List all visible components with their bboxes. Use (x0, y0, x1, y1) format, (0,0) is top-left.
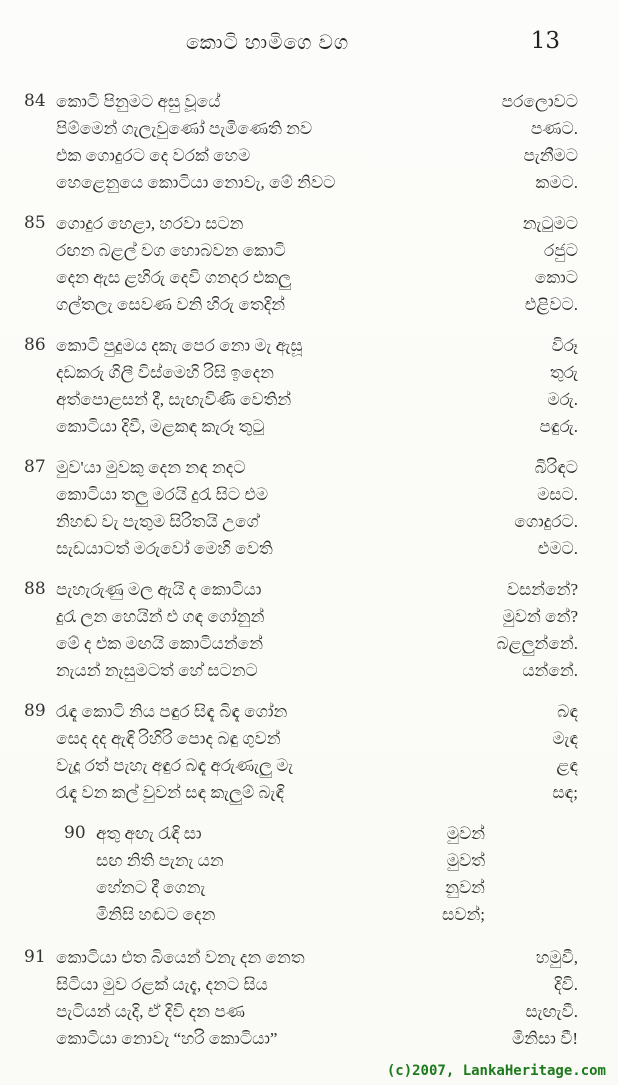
verse-line (56, 971, 578, 998)
stanza-number: 89 (24, 701, 46, 721)
verse-text: සැඩයාටත් මරුවෝ මෙහි වෙති (56, 539, 273, 558)
verse-line (56, 264, 578, 291)
verse-rhyme-word: එළිවට. (524, 295, 578, 314)
verse-line (56, 88, 578, 115)
verse-rhyme-word: නැටුමට (522, 214, 578, 233)
stanza-number: 90 (64, 823, 86, 843)
verse-rhyme-word: පරලොවට (501, 92, 578, 111)
verse-rhyme-word: මුවන් නේ? (502, 607, 578, 626)
verse-line (56, 779, 578, 806)
page-number: 13 (530, 28, 560, 54)
verse-text: සඟ නිති පැනැ යන (96, 851, 224, 870)
verse-line (56, 998, 578, 1025)
verse-line (56, 142, 578, 169)
stanza-body (56, 332, 578, 440)
stanza-number: 91 (24, 947, 46, 967)
stanza-number: 84 (24, 91, 46, 111)
verse-rhyme-word: හමුවී, (535, 948, 578, 967)
verse-text: රැඳැ කොටි නිය පඳුර සිඳැ බිඳැ ගෝන (56, 702, 288, 721)
verse-line (56, 630, 578, 657)
stanza-86 (0, 332, 618, 440)
verse-rhyme-word: ළඳ (556, 756, 578, 775)
verse-text: අතු අඟැ රැඳි සා (96, 824, 202, 843)
stanza-body (56, 88, 578, 196)
verse-line (56, 944, 578, 971)
verse-text: ගොදුර හෙළා, හරවා සටන (56, 214, 244, 233)
stanza-number: 87 (24, 457, 46, 477)
stanza-number: 85 (24, 213, 46, 233)
verse-text: කොටියා එත බියෙන් වනැ දන නෙත (56, 948, 305, 967)
verse-text: මුව'යා මුවකු දෙන නඳ නදට (56, 458, 246, 477)
stanza-85 (0, 210, 618, 318)
verse-rhyme-word: මරු. (547, 390, 578, 409)
page-header (0, 0, 618, 88)
verse-line (56, 413, 578, 440)
verse-line (56, 481, 578, 508)
verse-text: දෙන ඇස ළහිරු දෙවි ගනදර එකලු (56, 268, 292, 287)
stanza-body (56, 944, 578, 1052)
stanza-body (56, 210, 578, 318)
verse-line (56, 210, 578, 237)
verse-rhyme-word: බඳ (557, 702, 578, 721)
verse-line (56, 332, 578, 359)
stanza-body (56, 454, 578, 562)
verse-text: කොටි පිනුමට අසු වූයේ (56, 92, 221, 111)
verse-line (56, 657, 578, 684)
stanza-body (56, 576, 578, 684)
verse-text: නිහඬ වැ පැතුම සිරිතයි උගේ (56, 512, 259, 531)
verse-rhyme-word: පඳුරු. (539, 417, 578, 436)
copyright-watermark: (c)2007, LankaHeritage.com (386, 1063, 606, 1079)
verse-line (56, 752, 578, 779)
verse-text: නැයන් නැසුමටත් හේ සටනට (56, 661, 258, 680)
verse-line (56, 725, 578, 752)
verse-text: දඩකරු ගිලී විස්මෙහි රිසි ඉදෙන (56, 363, 274, 382)
verse-line (96, 847, 485, 874)
stanza-89 (0, 698, 618, 806)
verse-text: කොටි පුදුමය දකැ පෙර නො මැ ඇසූ (56, 336, 303, 355)
verse-text: එක ගොදුරට දෙ වරක් හෙම (56, 146, 251, 165)
verse-line (96, 874, 485, 901)
verse-rhyme-word: මුවන් (446, 824, 485, 843)
stanza-body (96, 820, 485, 928)
verse-text: කොටියා තලු මරයි දුරැ සිට එම (56, 485, 269, 504)
verse-text: දුරැ ලන හෙයින් එ ගඳ ගෝනුන් (56, 607, 265, 626)
verse-rhyme-word: රජුට (544, 241, 578, 260)
verse-rhyme-word: බිරිඳට (534, 458, 578, 477)
verse-line (56, 508, 578, 535)
verse-rhyme-word: යන්නේ. (522, 661, 578, 680)
verse-text: කොටියා දිවී, මළකඳ කැරූ තුටු (56, 417, 265, 436)
verse-rhyme-word: නුවන් (445, 878, 485, 897)
stanza-87 (0, 454, 618, 562)
verse-rhyme-word: මැඳ (552, 729, 578, 748)
verse-rhyme-word: බළලුන්නේ. (496, 634, 578, 653)
verse-rhyme-word: තුරු (549, 363, 578, 382)
verse-rhyme-word: පණට. (530, 119, 578, 138)
stanza-number: 86 (24, 335, 46, 355)
verse-line (56, 169, 578, 196)
verse-text: අත්පොළසන් දී, සැඟැවිණි වෙතින් (56, 390, 292, 409)
verse-text: රැඳැ වන කල් වුවන් සඳ කැලුම් බැඳි (56, 783, 285, 802)
stanza-84 (0, 88, 618, 196)
verse-rhyme-word: කොට (534, 268, 578, 287)
verse-line (56, 115, 578, 142)
verse-text: පැහැරුණු මල ඇයි ද කොටියා (56, 580, 262, 599)
verse-text: පැටියන් යැදි, ඒ දිවි දන පණ (56, 1002, 245, 1021)
verse-rhyme-word: එමට. (537, 539, 578, 558)
verse-line (56, 603, 578, 630)
verse-line (56, 698, 578, 725)
stanza-number: 88 (24, 579, 46, 599)
verse-rhyme-word: සැඟැවී. (525, 1002, 578, 1021)
verse-text: හේනට දී ගෙනැ (96, 878, 206, 897)
verse-rhyme-word: ගොදුරට. (514, 512, 578, 531)
verse-line (56, 1025, 578, 1052)
verse-text: හෙළෙනුයෙ කොටියා නොවැ, මේ නිවට (56, 173, 336, 192)
verse-rhyme-word: සවන්; (442, 905, 485, 924)
verse-line (56, 386, 578, 413)
verse-text: රඟන බළල් වග හොබවන කොටි (56, 241, 286, 260)
verse-rhyme-word: සඳ; (552, 783, 578, 802)
verse-rhyme-word: පැනීමට (523, 146, 578, 165)
verse-rhyme-word: වසන්නේ? (506, 580, 578, 599)
verse-text: සෙද දද ඇඳි රිහිරි පොද බඳු ගුවන් (56, 729, 281, 748)
stanza-91 (0, 944, 618, 1052)
page-title: කොටි හාමිගෙ වග (186, 32, 350, 54)
verse-rhyme-word: මිනිසා වී! (512, 1029, 578, 1048)
verse-text: මේ ද එක මඟයි කොටියන්නේ (56, 634, 264, 653)
verse-line (56, 576, 578, 603)
verse-text: සිටියා මුව රළක් යැදැ, දනට සිය (56, 975, 268, 994)
verse-text: වැදූ රත් පැහැ අඳුර බඳැ අරුණැලු මැ (56, 756, 294, 775)
verse-rhyme-word: මසට. (537, 485, 578, 504)
verse-text: ගල්තලැ සෙවණ වනි හිරු තෙදින් (56, 295, 286, 314)
stanza-90 (0, 820, 618, 928)
verse-rhyme-word: මුවත් (446, 851, 485, 870)
verse-text: මිනිසි හඬට දෙන (96, 905, 216, 924)
verse-line (56, 359, 578, 386)
stanza-body (56, 698, 578, 806)
verse-line (56, 454, 578, 481)
verse-line (96, 901, 485, 928)
stanza-88 (0, 576, 618, 684)
verse-text: පිම්මෙන් ගැලැවුණෝ පැමිණෙති නව (56, 119, 313, 138)
verse-line (96, 820, 485, 847)
verse-line (56, 535, 578, 562)
verse-rhyme-word: දිවි. (553, 975, 578, 994)
verse-line (56, 291, 578, 318)
verse-line (56, 237, 578, 264)
verse-rhyme-word: විරූ (551, 336, 578, 355)
verse-rhyme-word: කමට. (535, 173, 578, 192)
verse-text: කොටියා නොවැ “හරි කොටියා” (56, 1029, 278, 1048)
